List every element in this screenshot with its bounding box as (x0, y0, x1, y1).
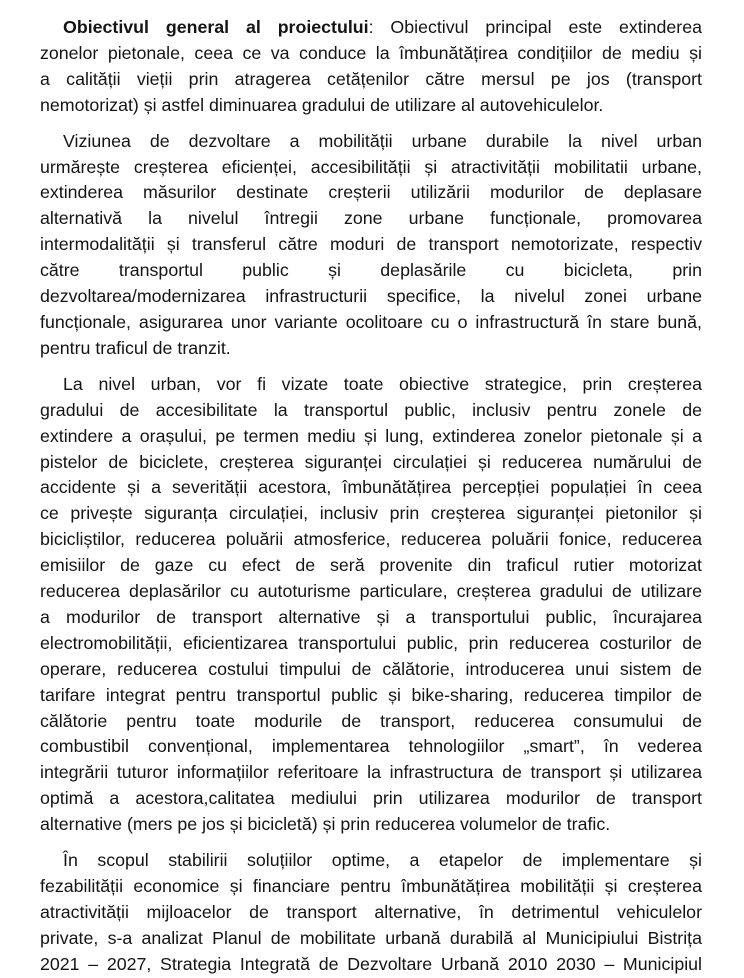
text-line (40, 310, 702, 336)
text-segment: 2021 – 2027, Strategia Integrată de Dezvoltare Urbană 2010 2030 – Municipiul (40, 953, 702, 974)
text-segment: atractivității mijloacelor de transport alternative, în detrimentul vehiculelor (40, 901, 702, 922)
text-segment: dezvoltarea/modernizarea infrastructurii specifice, la nivelul zonei urbane (40, 286, 702, 307)
text-segment: operare, reducerea costului timpului de călătorie, introducerea unui sistem de (40, 658, 702, 679)
text-segment: pistelor de biciclete, creșterea siguranței circulației și reducerea numărului de (40, 451, 702, 472)
text-line (40, 501, 702, 527)
text-segment: La nivel urban, vor fi vizate toate obiective strategice, prin creșterea (63, 373, 702, 394)
text-segment: pentru traficul de tranzit. (40, 337, 231, 358)
paragraph-3 (40, 372, 702, 838)
text-segment: emisiilor de gaze cu efect de seră provenite din traficul rutier motorizat (40, 555, 702, 576)
text-line (40, 450, 702, 476)
text-segment: combustibil convențional, implementarea tehnologiilor „smart”, în vederea (40, 736, 702, 757)
text-segment: funcționale, asigurarea unor variante ocolitoare cu o infrastructură în stare bună, (40, 311, 702, 332)
text-line (40, 760, 702, 786)
text-line (40, 372, 702, 398)
text-line (40, 67, 702, 93)
text-segment: zonelor pietonale, ceea ce va conduce la îmbunătățirea condițiilor de mediu și (40, 42, 702, 63)
text-line (40, 812, 702, 838)
text-line (40, 786, 702, 812)
text-line (40, 900, 702, 926)
text-line (40, 734, 702, 760)
text-segment: extindere a orașului, pe termen mediu și lung, extinderea zonelor pietonale și a (40, 425, 702, 446)
text-segment: optimă a acestora,calitatea mediului prin utilizarea modurilor de transport (40, 788, 702, 809)
text-segment: Viziunea de dezvoltare a mobilității urbane durabile la nivel urban (63, 130, 702, 151)
text-segment: călătorie pentru toate modurile de transport, reducerea consumului de (40, 710, 702, 731)
paragraph-1 (40, 15, 702, 119)
bold-text-segment: Obiectivul general al proiectului (63, 17, 369, 37)
text-line (40, 657, 702, 683)
text-line (40, 579, 702, 605)
text-line (40, 155, 702, 181)
text-line (40, 874, 702, 900)
text-line (40, 258, 702, 284)
text-line (40, 631, 702, 657)
text-line (40, 180, 702, 206)
text-line (40, 926, 702, 952)
text-segment: urmărește creșterea eficienței, accesibilității și atractivității mobilitatii urbane, (40, 156, 702, 177)
text-line (40, 475, 702, 501)
text-line (40, 398, 702, 424)
text-segment: alternativă la nivelul întregii zone urbane funcționale, promovarea (40, 208, 702, 229)
text-segment: alternative (mers pe jos și bicicletă) și prin reducerea volumelor de trafic. (40, 814, 611, 835)
text-line (40, 683, 702, 709)
text-line (40, 41, 702, 67)
text-line (40, 424, 702, 450)
text-line (40, 284, 702, 310)
text-segment: gradului de accesibilitate la transportul public, inclusiv pentru zonele de (40, 399, 702, 420)
text-segment: nemotorizat) și astfel diminuarea gradului de utilizare al autovehiculelor. (40, 94, 604, 115)
text-line (40, 527, 702, 553)
text-segment: a modurilor de transport alternative și a transportului public, încurajarea (40, 606, 702, 627)
text-segment: private, s-a analizat Planul de mobilitate urbană durabilă al Municipiului Bistrița (40, 927, 702, 948)
text-segment: tarifare integrat pentru transportul public și bike-sharing, reducerea timpilor de (40, 684, 702, 705)
text-line (40, 848, 702, 874)
text-segment: bicicliștilor, reducerea poluării atmosferice, reducerea poluării fonice, reducerea (40, 529, 702, 550)
text-segment: accidente și a severității acestora, îmbunătățirea percepției populației în ceea (40, 477, 702, 498)
text-segment: : Obiectivul principal este extinderea (368, 17, 703, 37)
text-segment: intermodalității și transferul către moduri de transport nemotorizate, respectiv (40, 234, 702, 255)
text-segment: extinderea măsurilor destinate creșterii utilizării modurilor de deplasare (40, 182, 702, 203)
text-line (40, 15, 702, 41)
text-line (40, 709, 702, 735)
text-line (40, 206, 702, 232)
text-line (40, 232, 702, 258)
text-line (40, 553, 702, 579)
text-segment: ce privește siguranța circulației, inclusiv prin creșterea siguranței pietonilor și (40, 503, 702, 524)
text-line (40, 129, 702, 155)
paragraph-4 (40, 848, 702, 978)
text-segment: către transportul public și deplasările cu bicicleta, prin (40, 260, 702, 281)
text-segment: reducerea deplasărilor cu autoturisme particulare, creșterea gradului de utilizare (40, 581, 702, 602)
text-line (40, 605, 702, 631)
text-segment: În scopul stabilirii soluțiilor optime, a etapelor de implementare și (63, 850, 702, 871)
text-segment: electromobilității, eficientizarea transportului public, prin reducerea costurilor de (40, 632, 702, 653)
text-segment: integrării tuturor informațiilor referitoare la infrastructura de transport și utilizarea (40, 762, 702, 783)
paragraph-2 (40, 129, 702, 362)
text-segment: fezabilității economice și financiare pentru îmbunătățirea mobilității și creșterea (40, 876, 702, 896)
text-line (40, 336, 702, 362)
text-segment: a calității vieții prin atragerea cetățenilor către mersul pe jos (transport (40, 68, 702, 89)
text-line (40, 93, 702, 119)
